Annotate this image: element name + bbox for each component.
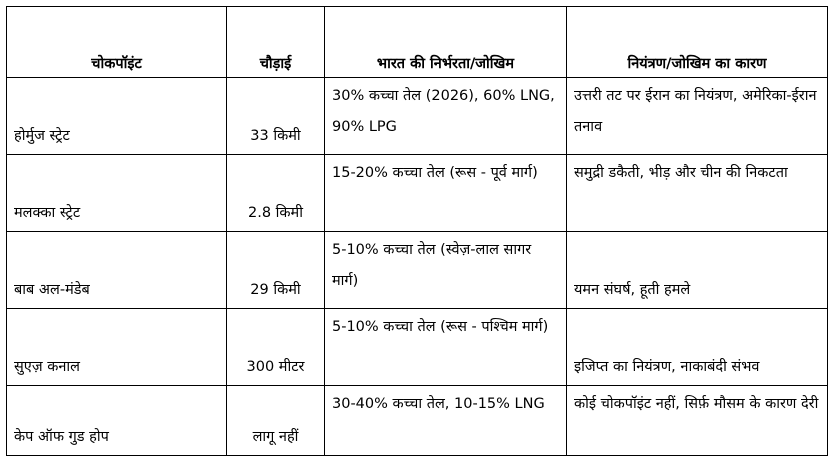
chokepoint-width: लागू नहीं	[227, 386, 325, 456]
chokepoint-name: सुएज़ कनाल	[7, 309, 227, 386]
header-row	[7, 7, 828, 78]
risk-reason: समुद्री डकैती, भीड़ और चीन की निकटता	[567, 155, 828, 232]
risk-reason: कोई चोकपॉइंट नहीं, सिर्फ़ मौसम के कारण देरी	[567, 386, 828, 456]
header-dependency: भारत की निर्भरता/जोखिम	[325, 7, 567, 78]
table-row	[7, 78, 828, 155]
header-width: चौड़ाई	[227, 7, 325, 78]
chokepoint-width: 2.8 किमी	[227, 155, 325, 232]
chokepoint-width: 33 किमी	[227, 78, 325, 155]
india-dependency: 30-40% कच्चा तेल, 10-15% LNG	[325, 386, 567, 456]
risk-reason: उत्तरी तट पर ईरान का नियंत्रण, अमेरिका-ईरान तनाव	[567, 78, 828, 155]
chokepoint-name: होर्मुज स्ट्रेट	[7, 78, 227, 155]
chokepoint-name: बाब अल-मंडेब	[7, 232, 227, 309]
india-dependency: 5-10% कच्चा तेल (रूस - पश्चिम मार्ग)	[325, 309, 567, 386]
table-row	[7, 155, 828, 232]
header-chokepoint: चोकपॉइंट	[7, 7, 227, 78]
header-reason: नियंत्रण/जोखिम का कारण	[567, 7, 828, 78]
chokepoint-table	[6, 6, 828, 456]
risk-reason: यमन संघर्ष, हूती हमले	[567, 232, 828, 309]
india-dependency: 5-10% कच्चा तेल (स्वेज़-लाल सागर मार्ग)	[325, 232, 567, 309]
risk-reason: इजिप्त का नियंत्रण, नाकाबंदी संभव	[567, 309, 828, 386]
chokepoint-width: 29 किमी	[227, 232, 325, 309]
chokepoint-name: मलक्का स्ट्रेट	[7, 155, 227, 232]
table-row	[7, 309, 828, 386]
india-dependency: 30% कच्चा तेल (2026), 60% LNG, 90% LPG	[325, 78, 567, 155]
india-dependency: 15-20% कच्चा तेल (रूस - पूर्व मार्ग)	[325, 155, 567, 232]
chokepoint-width: 300 मीटर	[227, 309, 325, 386]
chokepoint-name: केप ऑफ गुड होप	[7, 386, 227, 456]
table-row	[7, 232, 828, 309]
table-row	[7, 386, 828, 456]
